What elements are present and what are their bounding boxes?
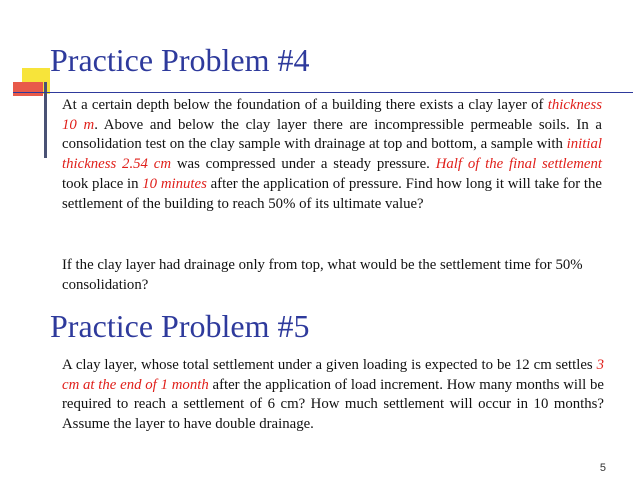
title-underline — [13, 92, 633, 93]
problem-5-text-c: after the application of load increment. How many months will be required to reach a settlement of 6 cm? How much settlement will occur in 10 months? Assume the layer to have double drainage. — [62, 376, 604, 433]
problem-5-text-a: A clay layer, whose total settlement under a given loading is expected to be 12 cm settles — [62, 357, 597, 373]
problem-4-text-c: . Above and below the clay layer there are incompressible permeable soils. In a consolidation test on the clay sample with drainage at top and bottom, a sample with — [62, 116, 602, 153]
problem-5-title: Practice Problem #5 — [50, 308, 310, 344]
problem-4-emphasis-thickness: thickness 10 m — [62, 97, 602, 133]
problem-4-followup: If the clay layer had drainage only from top, what would be the settlement time for 50% consolidation? — [62, 257, 583, 293]
problem-4-text-e: was compressed under a steady pressure. — [171, 156, 436, 173]
problem-4-statement — [62, 96, 602, 214]
decorative-red-bar — [13, 82, 43, 96]
problem-4-emphasis-time: 10 minutes — [142, 175, 207, 192]
problem-4-emphasis-half-settlement: Half of the final settlement — [435, 156, 602, 173]
problem-4-title: Practice Problem #4 — [50, 42, 310, 78]
problem-5-emphasis-settlement: 3 cm at the end of 1 month — [62, 357, 604, 393]
problem-4-text-a: At a certain depth below the foundation of a building there exists a clay layer of — [62, 97, 548, 113]
problem-5-statement — [62, 356, 604, 435]
decorative-vertical-line — [44, 82, 47, 158]
problem-4-text-g: took place in — [62, 175, 143, 192]
slide-number: 5 — [599, 462, 606, 474]
problem-4-emphasis-initial-thickness: initial thickness 2.54 cm — [62, 136, 602, 173]
problem-4-text-i: after the application of pressure. Find how long it will take for the settlement of the building to reach 50% of its ultimate value? — [62, 175, 602, 212]
